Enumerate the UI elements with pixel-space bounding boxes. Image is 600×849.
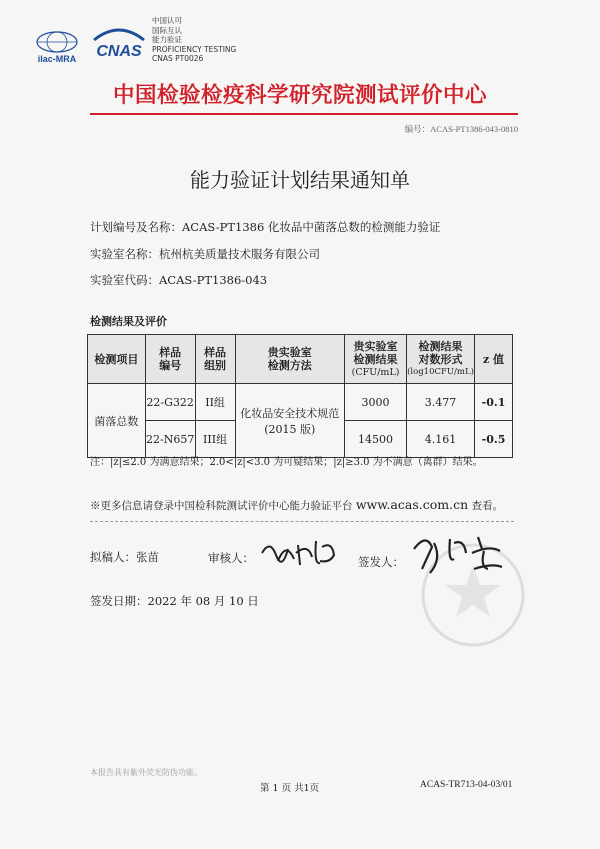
drafter: 拟稿人：张苗: [90, 550, 159, 564]
issue-date: 签发日期：2022 年 08 月 10 日: [90, 594, 259, 608]
section-label: 检测结果及评价: [90, 315, 167, 328]
result-value: 14500: [345, 421, 407, 458]
result-value: 3000: [345, 384, 407, 421]
header-item: 检测项目: [88, 335, 146, 384]
log-result-value: 3.477: [407, 384, 475, 421]
svg-text:ilac-MRA: ilac-MRA: [37, 54, 77, 64]
more-info: ※更多信息请登录中国检科院测试评价中心能力验证平台 www.acas.com.cn 查看。: [90, 497, 503, 512]
z-value: -0.1: [475, 384, 513, 421]
plan-info: 计划编号及名称：ACAS-PT1386 化妆品中菌落总数的检测能力验证: [90, 220, 441, 234]
table-header-row: [88, 335, 513, 384]
cnas-logo: [88, 22, 150, 66]
z-value: -0.5: [475, 421, 513, 458]
header-group: 样品 组别: [195, 335, 235, 384]
footer-disclaimer: 本报告具有紫外荧光防伪功能。: [90, 768, 202, 777]
evaluation-note: 注：|z|≤2.0 为满意结果；2.0<|z|<3.0 为可疑结果；|z|≥3.0 为不满意（离群）结果。: [90, 457, 483, 468]
sample-group: III组: [195, 421, 235, 458]
issuer: 签发人：: [358, 549, 508, 577]
ilac-mra-logo: [28, 30, 86, 64]
organization-title: 中国检验检疫科学研究院测试评价中心: [112, 83, 487, 108]
divider: [90, 521, 514, 522]
page-number: 第 1 页 共1页: [260, 783, 320, 794]
document-title: 能力验证计划结果通知单: [190, 168, 410, 192]
header-z-value: z 值: [475, 335, 513, 384]
table-row: [88, 384, 513, 421]
test-method: 化妆品安全技术规范 (2015 版): [235, 384, 345, 458]
accreditation-text: 中国认可 国际互认 能力验证 PROFICIENCY TESTING CNAS PT0026: [152, 16, 237, 64]
test-item: 菌落总数: [88, 384, 146, 458]
issuer-signature: [408, 529, 508, 577]
sample-no: 22-G322: [145, 384, 195, 421]
results-table: [87, 334, 513, 458]
reviewer-signature: [258, 535, 340, 569]
header-method: 贵实验室 检测方法: [235, 335, 345, 384]
svg-text:CNAS: CNAS: [96, 43, 142, 60]
form-code: ACAS-TR713-04-03/01: [420, 780, 513, 790]
log-result-value: 4.161: [407, 421, 475, 458]
header-sample-no: 样品 编号: [145, 335, 195, 384]
platform-link[interactable]: www.acas.com.cn: [355, 497, 469, 512]
lab-name: 实验室名称：杭州杭美质量技术服务有限公司: [90, 247, 320, 261]
reviewer: 审核人：: [208, 549, 340, 569]
lab-code: 实验室代码：ACAS-PT1386-043: [90, 273, 268, 287]
sample-group: II组: [195, 384, 235, 421]
sample-no: 22-N657: [145, 421, 195, 458]
header-result: 贵实验室 检测结果 (CFU/mL): [345, 335, 407, 384]
document-serial: 编号：ACAS-PT1386-043-0810: [404, 124, 518, 134]
header-divider: [90, 113, 518, 115]
header-log-result: 检测结果 对数形式 (log10CFU/mL): [407, 335, 475, 384]
